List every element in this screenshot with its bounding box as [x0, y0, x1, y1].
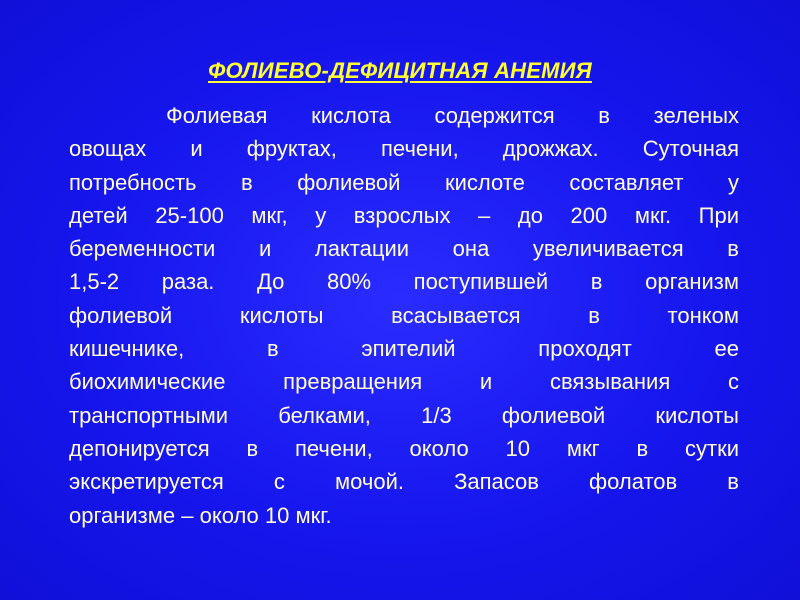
paragraph-line: детей 25-100 мкг, у взрослых – до 200 мкг. При [69, 202, 739, 228]
paragraph-line: биохимические превращения и связывания с [69, 369, 739, 395]
paragraph-line: овощах и фруктах, печени, дрожжах. Суточная [69, 136, 739, 162]
body-paragraph [69, 99, 739, 532]
paragraph-line: потребность в фолиевой кислоте составляет у [69, 169, 739, 195]
paragraph-line: организме – около 10 мкг. [69, 502, 332, 528]
paragraph-line: 1,5-2 раза. До 80% поступившей в организм [69, 269, 739, 295]
paragraph-line: кишечнике, в эпителий проходят ее [69, 336, 739, 362]
paragraph-line: депонируется в печени, около 10 мкг в сутки [69, 435, 739, 461]
paragraph-line: беременности и лактации она увеличивается в [69, 236, 739, 262]
paragraph-line: транспортными белками, 1/3 фолиевой кислоты [69, 402, 739, 428]
slide-title: ФОЛИЕВО-ДЕФИЦИТНАЯ АНЕМИЯ [208, 58, 592, 83]
paragraph-line: Фолиевая кислота содержится в зеленых [166, 103, 739, 128]
paragraph-line: фолиевой кислоты всасывается в тонком [69, 302, 739, 328]
paragraph-line: экскретируется с мочой. Запасов фолатов в [69, 469, 739, 495]
